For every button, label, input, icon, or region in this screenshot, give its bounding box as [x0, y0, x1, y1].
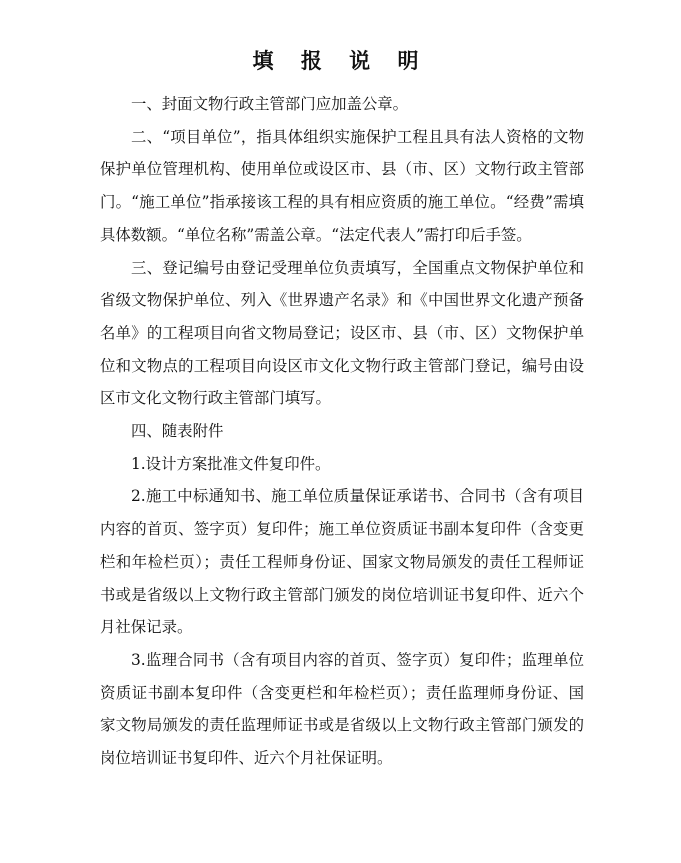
document-body — [100, 88, 584, 775]
paragraph-4-heading: 四、随表附件 — [131, 422, 224, 441]
attachment-item-1: 1.设计方案批准文件复印件。 — [131, 454, 331, 473]
paragraph-2: 二、“项目单位”，指具体组织实施保护工程且具有法人资格的文物保护单位管理机构、使用单位或设区市、县（市、区）文物行政主管部门。“施工单位”指承接该工程的具有相应资质的施工单位。“经费”需填具体数额。“单位名称”需盖公章。“法定代表人”需打印后手签。 — [100, 127, 584, 244]
document-title: 填 报 说 明 — [252, 48, 429, 73]
attachment-item-2: 2.施工中标通知书、施工单位质量保证承诺书、合同书（含有项目内容的首页、签字页）复印件；施工单位资质证书副本复印件（含变更栏和年检栏页）；责任工程师身份证、国家文物局颁发的责任工程师证书或是省级以上文物行政主管部门颁发的岗位培训证书复印件、近六个月社保记录。 — [100, 487, 584, 637]
attachment-item-3: 3.监理合同书（含有项目内容的首页、签字页）复印件；监理单位资质证书副本复印件（含变更栏和年检栏页）；责任监理师身份证、国家文物局颁发的责任监理师证书或是省级以上文物行政主管部门颁发的岗位培训证书复印件、近六个月社保证明。 — [100, 650, 584, 768]
paragraph-3: 三、登记编号由登记受理单位负责填写，全国重点文物保护单位和省级文物保护单位、列入《世界遗产名录》和《中国世界文化遗产预备名单》的工程项目向省文物局登记；设区市、县（市、区）文物保护单位和文物点的工程项目向设区市文化文物行政主管部门登记，编号由设区市文化文物行政主管部门填写。 — [100, 258, 584, 408]
paragraph-1: 一、封面文物行政主管部门应加盖公章。 — [131, 95, 409, 113]
